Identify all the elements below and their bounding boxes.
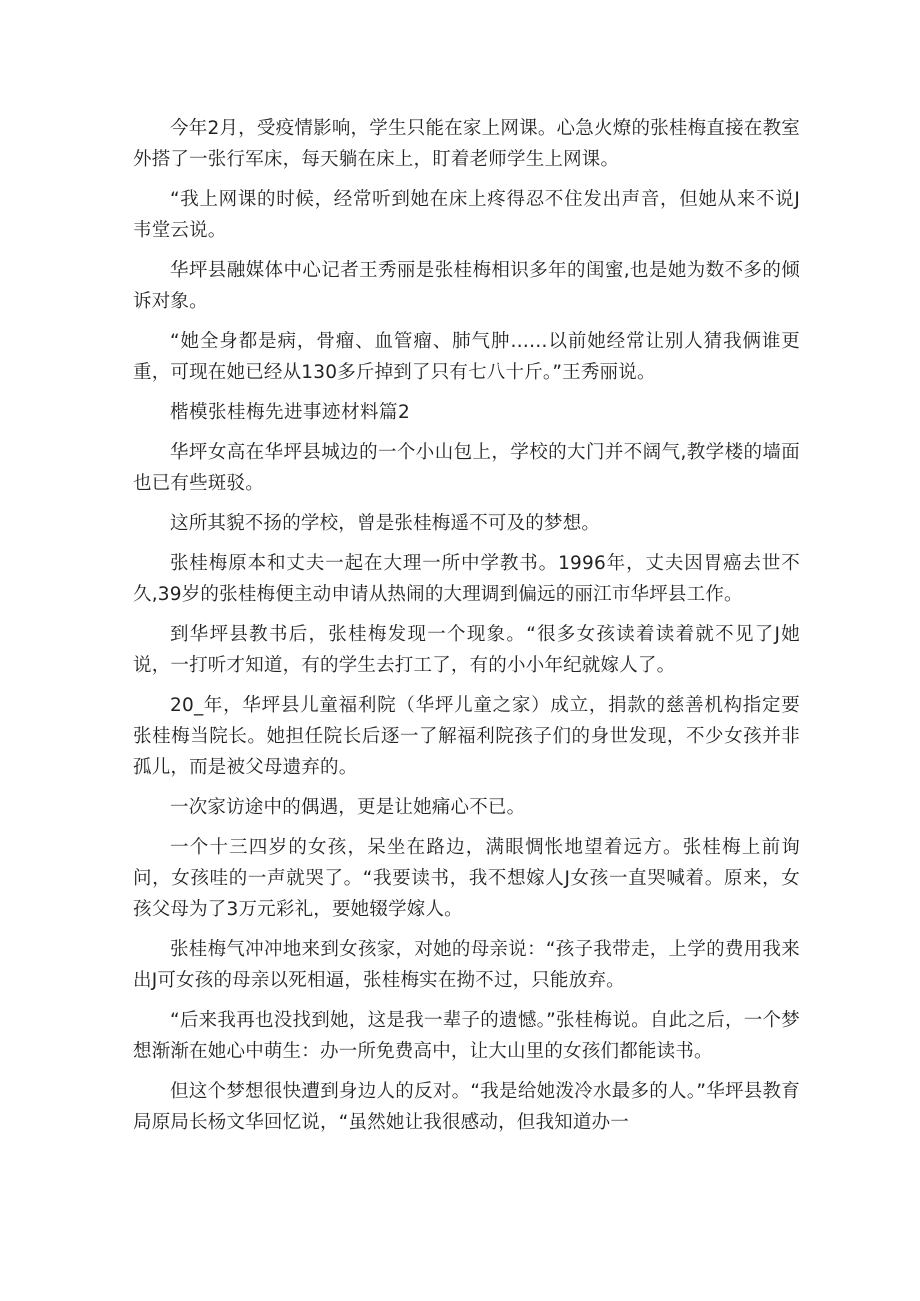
- paragraph-15: 但这个梦想很快遭到身边人的反对。“我是给她泼冷水最多的人。”华坪县教育局原局长杨文华回忆说，“虽然她让我很感动，但我知道办一: [133, 1081, 800, 1133]
- paragraph-10: 20_年，华坪县儿童福利院（华坪儿童之家）成立，捐款的慈善机构指定要张桂梅当院长。她担任院长后逐一了解福利院孩子们的身世发现，不少女孩并非孤儿，而是被父母遗弃的。: [133, 695, 800, 778]
- paragraph-9: 到华坪县教书后，张桂梅发现一个现象。“很多女孩读着读着就不见了J她说，一打听才知道，有的学生去打工了，有的小小年纪就嫁人了。: [133, 624, 800, 676]
- paragraph-1: 今年2月，受疫情影响，学生只能在家上网课。心急火燎的张桂梅直接在教室外搭了一张行军床，每天躺在床上，盯着老师学生上网课。: [133, 118, 800, 170]
- paragraph-2: “我上网课的时候，经常听到她在床上疼得忍不住发出声音，但她从来不说J韦堂云说。: [133, 189, 800, 241]
- paragraph-6: 华坪女高在华坪县城边的一个小山包上，学校的大门并不阔气,教学楼的墙面也已有些斑驳。: [133, 442, 800, 494]
- paragraph-7: 这所其貌不扬的学校，曾是张桂梅遥不可及的梦想。: [170, 513, 601, 534]
- paragraph-3: 华坪县融媒体中心记者王秀丽是张桂梅相识多年的闺蜜,也是她为数不多的倾诉对象。: [133, 260, 800, 312]
- section-heading: 楷模张桂梅先进事迹材料篇2: [170, 402, 411, 423]
- paragraph-4: “她全身都是病，骨瘤、血管瘤、肺气肿……以前她经常让别人猜我俩谁更重，可现在她已经从130多斤掉到了只有七八十斤。”王秀丽说。: [133, 331, 800, 383]
- paragraph-12: 一个十三四岁的女孩，呆坐在路边，满眼惆怅地望着远方。张桂梅上前询问，女孩哇的一声就哭了。“我要读书，我不想嫁人J女孩一直哭喊着。原来，女孩父母为了3万元彩礼，要她辍学嫁人。: [133, 837, 800, 920]
- paragraph-14: “后来我再也没找到她，这是我一辈子的遗憾。”张桂梅说。自此之后，一个梦想渐渐在她心中萌生：办一所免费高中，让大山里的女孩们都能读书。: [133, 1010, 800, 1062]
- paragraph-11: 一次家访途中的偶遇，更是让她痛心不已。: [170, 797, 526, 818]
- paragraph-13: 张桂梅气冲冲地来到女孩家，对她的母亲说：“孩子我带走，上学的费用我来出J可女孩的母亲以死相逼，张桂梅实在拗不过，只能放弃。: [133, 939, 800, 991]
- paragraph-8: 张桂梅原本和丈夫一起在大理一所中学教书。1996年，丈夫因胃癌去世不久,39岁的张桂梅便主动申请从热闹的大理调到偏远的丽江市华坪县工作。: [133, 553, 800, 605]
